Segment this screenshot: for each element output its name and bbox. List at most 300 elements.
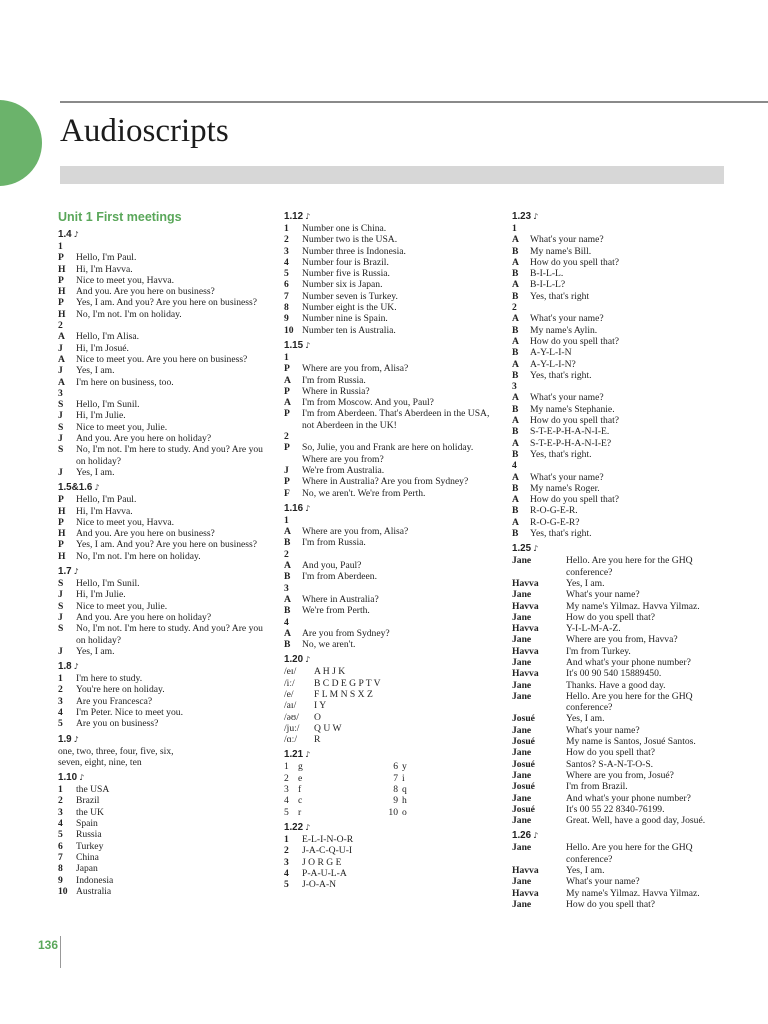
speaker-label: 6 xyxy=(284,279,289,291)
script-line xyxy=(512,517,724,528)
script-line xyxy=(58,528,270,539)
line-text: Yes, that's right. xyxy=(530,369,592,381)
script-line xyxy=(284,268,496,279)
line-text: What's your name? xyxy=(530,471,604,483)
track-number: 1.22 xyxy=(284,821,304,833)
speaker-label: H xyxy=(58,505,66,517)
line-text: I'm from Aberdeen. xyxy=(302,571,377,583)
line-text: S-T-E-P-H-A-N-I-E? xyxy=(530,437,612,449)
script-line xyxy=(512,747,724,758)
line-text: I'm from Aberdeen. That's Aberdeen in the USA, not Aberdeen in the UK! xyxy=(302,408,490,431)
script-line xyxy=(512,505,724,516)
script-line xyxy=(512,842,724,865)
speaker-label: P xyxy=(58,539,64,551)
track-number: 1.5&1.6 xyxy=(58,482,93,494)
line-text: Yes, I am. xyxy=(76,365,115,377)
speaker-label: 5 xyxy=(284,879,289,891)
line-text: the UK xyxy=(76,806,104,818)
script-line xyxy=(512,415,724,426)
speaker-label: 3 xyxy=(284,856,289,868)
script-line xyxy=(512,246,724,257)
audio-icon: ♪ xyxy=(73,734,79,744)
line-text: How do you spell that? xyxy=(566,611,655,623)
track-number: 1.4 xyxy=(58,229,72,240)
script-line xyxy=(512,234,724,245)
script-line xyxy=(284,879,496,890)
speaker-label: B xyxy=(512,347,519,359)
script-line xyxy=(512,370,724,381)
speaker-label: Jane xyxy=(512,589,532,601)
script-line xyxy=(58,506,270,517)
speaker-label: S xyxy=(58,421,64,433)
script-line xyxy=(512,668,724,679)
speaker-label: 4 xyxy=(284,867,289,879)
script-line xyxy=(512,634,724,645)
speaker-label: 4 xyxy=(512,460,517,472)
speaker-label: B xyxy=(512,324,519,336)
audioscript-section xyxy=(284,503,496,651)
speaker-label: 2 xyxy=(284,234,289,246)
script-line xyxy=(58,365,270,376)
script-line xyxy=(284,352,496,363)
speaker-label: A xyxy=(512,392,519,404)
speaker-label: 1 xyxy=(284,351,289,363)
audio-icon: ♪ xyxy=(305,340,311,350)
script-line xyxy=(512,865,724,876)
track-number: 1.8 xyxy=(58,661,72,673)
script-line xyxy=(58,863,270,874)
script-line xyxy=(512,793,724,804)
speaker-label: 8 xyxy=(284,302,289,314)
speaker-label: 5 xyxy=(58,829,63,841)
script-line xyxy=(58,410,270,421)
speaker-label: Josué xyxy=(512,713,535,725)
script-line xyxy=(512,426,724,437)
script-line xyxy=(512,336,724,347)
line-text: Are you on business? xyxy=(76,718,159,730)
script-line xyxy=(284,386,496,397)
script-line xyxy=(284,583,496,594)
audio-icon: ♪ xyxy=(533,831,539,841)
line-text: Yes, I am. xyxy=(76,466,115,478)
line-text: Hi, I'm Julie. xyxy=(76,410,126,422)
script-line xyxy=(58,784,270,795)
line-text: How do you spell that? xyxy=(530,494,619,506)
audioscript-section xyxy=(58,229,270,478)
script-line xyxy=(58,795,270,806)
script-line xyxy=(58,377,270,388)
script-line xyxy=(512,713,724,724)
speaker-label: Jane xyxy=(512,724,532,736)
speaker-label: J xyxy=(58,611,63,623)
line-text: We're from Australia. xyxy=(302,464,385,476)
line-text: Are you Francesca? xyxy=(76,695,153,707)
item-letter: q xyxy=(402,784,407,796)
line-text: Hi, I'm Josué. xyxy=(76,342,129,354)
line-text: It's 00 90 540 15889450. xyxy=(566,668,662,680)
script-line xyxy=(58,343,270,354)
line-text: What's your name? xyxy=(566,589,640,601)
speaker-label: Jane xyxy=(512,792,532,804)
phoneme-letters: O xyxy=(314,711,321,723)
speaker-label: B xyxy=(284,639,291,651)
script-line xyxy=(284,257,496,268)
speaker-label: 6 xyxy=(58,840,63,852)
item-number: 1 xyxy=(284,761,289,773)
line-text: Spain xyxy=(76,818,98,830)
speaker-label: A xyxy=(284,593,291,605)
line-text: J-A-C-Q-U-I xyxy=(302,845,353,857)
speaker-label: J xyxy=(58,342,63,354)
script-line xyxy=(58,433,270,444)
line-text: Nice to meet you, Havva. xyxy=(76,274,175,286)
speaker-label: S xyxy=(58,623,64,635)
script-line xyxy=(58,467,270,478)
script-line xyxy=(284,594,496,605)
audio-icon: ♪ xyxy=(305,212,311,221)
speaker-label: 4 xyxy=(284,256,289,268)
line-text: I'm from Russia. xyxy=(302,537,366,549)
script-line xyxy=(512,804,724,815)
line-text: No, I'm not. I'm on holiday. xyxy=(76,308,182,320)
script-line xyxy=(284,628,496,639)
speaker-label: A xyxy=(284,627,291,639)
item-letter: e xyxy=(298,772,303,784)
line-text: Nice to meet you. Are you here on business? xyxy=(76,353,248,365)
script-line xyxy=(512,612,724,623)
track-number: 1.12 xyxy=(284,211,304,222)
script-line xyxy=(512,876,724,887)
item-number: 6 xyxy=(393,761,398,773)
script-line xyxy=(58,252,270,263)
line-text: No, we aren't. We're from Perth. xyxy=(302,487,426,499)
phoneme-letters: F L M N S X Z xyxy=(314,688,373,700)
line-text: What's your name? xyxy=(566,876,640,888)
phoneme-symbol: /aɪ/ xyxy=(284,700,297,712)
script-line xyxy=(58,612,270,623)
speaker-label: 1 xyxy=(512,223,517,234)
audioscript-section xyxy=(58,734,270,769)
speaker-label: 4 xyxy=(284,616,289,628)
speaker-label: 1 xyxy=(58,784,63,796)
section-heading xyxy=(58,661,270,673)
script-line xyxy=(512,691,724,714)
line-text: I'm here on business, too. xyxy=(76,376,174,388)
line-text: So, Julie, you and Frank are here on holiday. Where are you from? xyxy=(302,442,474,465)
script-line xyxy=(512,815,724,826)
script-line xyxy=(58,399,270,410)
script-line xyxy=(512,528,724,539)
line-text: Yes, I am. xyxy=(566,577,605,589)
script-line xyxy=(284,571,496,582)
script-line xyxy=(58,707,270,718)
line-text: And you. Are you here on business? xyxy=(76,286,215,298)
speaker-label: P xyxy=(284,363,290,375)
plain-line: seven, eight, nine, ten xyxy=(58,756,142,768)
script-line xyxy=(58,886,270,897)
line-text: I'm from Turkey. xyxy=(566,645,631,657)
audio-icon: ♪ xyxy=(79,773,85,783)
line-text: Where in Australia? xyxy=(302,593,379,605)
speaker-label: B xyxy=(284,605,291,617)
line-text: Great. Well, have a good day, Josué. xyxy=(566,815,706,827)
speaker-label: Havva xyxy=(512,623,539,635)
script-line xyxy=(58,309,270,320)
line-text: Turkey xyxy=(76,840,104,852)
phoneme-symbol: /iː/ xyxy=(284,677,295,689)
speaker-label: P xyxy=(284,385,290,397)
script-line xyxy=(58,320,270,331)
script-line xyxy=(58,539,270,550)
item-letter: o xyxy=(402,806,407,818)
speaker-label: Jane xyxy=(512,842,532,854)
script-line xyxy=(512,449,724,460)
script-line xyxy=(284,363,496,374)
line-text: Hello. Are you here for the GHQ conference? xyxy=(566,555,693,578)
line-text: Hello, I'm Paul. xyxy=(76,252,137,264)
line-text: Hi, I'm Julie. xyxy=(76,589,126,601)
script-line xyxy=(512,555,724,578)
speaker-label: Havva xyxy=(512,865,539,877)
line-text: Number eight is the UK. xyxy=(302,302,397,314)
line-text: No, I'm not. I'm here on holiday. xyxy=(76,550,201,562)
script-line xyxy=(284,526,496,537)
script-line xyxy=(284,537,496,548)
section-heading xyxy=(284,822,496,834)
speaker-label: H xyxy=(58,550,66,562)
speaker-label: Jane xyxy=(512,747,532,759)
line-text: What's your name? xyxy=(530,313,604,325)
script-line xyxy=(512,347,724,358)
script-line xyxy=(58,388,270,399)
speaker-label: A xyxy=(512,516,519,528)
line-text: How do you spell that? xyxy=(530,415,619,427)
script-line xyxy=(58,264,270,275)
speaker-label: B xyxy=(512,505,519,517)
speaker-label: 1 xyxy=(284,514,289,526)
line-text: Thanks. Have a good day. xyxy=(566,679,666,691)
script-line xyxy=(284,857,496,868)
section-heading xyxy=(284,503,496,515)
script-line xyxy=(512,736,724,747)
script-line xyxy=(58,494,270,505)
line-text: I'm Peter. Nice to meet you. xyxy=(76,706,183,718)
speaker-label: Jane xyxy=(512,634,532,646)
speaker-label: H xyxy=(58,286,66,298)
script-line xyxy=(512,770,724,781)
speaker-label: Josué xyxy=(512,803,535,815)
speaker-label: S xyxy=(58,399,64,411)
script-line xyxy=(284,845,496,856)
audio-icon: ♪ xyxy=(305,822,311,832)
line-text: S-T-E-P-H-A-N-I-E. xyxy=(530,426,610,438)
script-line xyxy=(58,297,270,308)
speaker-label: B xyxy=(284,537,291,549)
speaker-label: J xyxy=(58,466,63,478)
line-text: Where in Russia? xyxy=(302,385,370,397)
speaker-label: Jane xyxy=(512,611,532,623)
script-line xyxy=(512,223,724,234)
line-text: Yes, I am. xyxy=(566,713,605,725)
line-text xyxy=(530,381,724,392)
script-line xyxy=(284,442,496,465)
speaker-label: 2 xyxy=(284,548,289,560)
line-text: Hello. Are you here for the GHQ conference? xyxy=(566,842,693,865)
line-text: I'm here to study. xyxy=(76,673,143,685)
speaker-label: B xyxy=(512,426,519,438)
track-number: 1.21 xyxy=(284,749,304,761)
line-text: P-A-U-L-A xyxy=(302,867,347,879)
speaker-label: A xyxy=(58,353,65,365)
line-text: My name's Stephanie. xyxy=(530,403,615,415)
speaker-label: S xyxy=(58,600,64,612)
audio-icon: ♪ xyxy=(73,662,79,672)
script-line xyxy=(284,302,496,313)
speaker-label: 7 xyxy=(58,851,63,863)
audio-icon: ♪ xyxy=(305,655,311,665)
line-text: Are you from Sydney? xyxy=(302,627,390,639)
track-number: 1.9 xyxy=(58,733,72,745)
track-number: 1.16 xyxy=(284,502,304,514)
script-line xyxy=(512,291,724,302)
item-letter: f xyxy=(298,784,302,796)
script-line xyxy=(58,841,270,852)
script-line xyxy=(284,291,496,302)
speaker-label: B xyxy=(512,369,519,381)
phoneme-letters: A H J K xyxy=(314,666,346,678)
script-line xyxy=(284,325,496,336)
line-text: How do you spell that? xyxy=(530,256,619,268)
speaker-label: B xyxy=(512,482,519,494)
speaker-label: 3 xyxy=(58,695,63,707)
line-text: My name's Aylin. xyxy=(530,324,598,336)
speaker-label: 2 xyxy=(58,795,63,807)
line-text: And you. Are you here on holiday? xyxy=(76,433,212,445)
line-text: Japan xyxy=(76,863,98,875)
script-line xyxy=(512,325,724,336)
line-text: Number four is Brazil. xyxy=(302,256,389,268)
track-number: 1.23 xyxy=(512,211,532,222)
line-text: Hi, I'm Havva. xyxy=(76,505,133,517)
script-line xyxy=(512,404,724,415)
line-text: And you, Paul? xyxy=(302,560,362,572)
speaker-label: A xyxy=(512,437,519,449)
line-text: What's your name? xyxy=(530,234,604,246)
speaker-label: 4 xyxy=(58,818,63,830)
phoneme-letters: I Y xyxy=(314,700,327,712)
speaker-label: S xyxy=(58,444,64,456)
speaker-label: Josué xyxy=(512,781,535,793)
script-line xyxy=(512,268,724,279)
item-number: 9 xyxy=(393,795,398,807)
speaker-label: P xyxy=(284,408,290,420)
line-text: Brazil xyxy=(76,795,100,807)
line-text: Yes, I am. xyxy=(76,645,115,657)
line-text: Nice to meet you, Havva. xyxy=(76,516,175,528)
speaker-label: A xyxy=(284,397,291,409)
script-line xyxy=(512,601,724,612)
speaker-label: Jane xyxy=(512,876,532,888)
speaker-label: 2 xyxy=(58,684,63,696)
line-text: R-O-G-E-R. xyxy=(530,505,578,517)
script-line xyxy=(284,560,496,571)
script-line xyxy=(512,680,724,691)
line-text: My name's Bill. xyxy=(530,245,592,257)
speaker-label: A xyxy=(284,560,291,572)
item-number: 3 xyxy=(284,784,289,796)
item-number: 4 xyxy=(284,795,289,807)
speaker-label: H xyxy=(58,263,66,275)
script-line xyxy=(512,623,724,634)
section-heading xyxy=(284,211,496,223)
script-line xyxy=(284,397,496,408)
line-text: Number one is China. xyxy=(302,223,387,234)
script-line xyxy=(284,408,496,431)
line-text: It's 00 55 22 8340-76199. xyxy=(566,803,665,815)
speaker-label: P xyxy=(58,494,64,506)
column-1 xyxy=(58,208,270,901)
line-text xyxy=(302,431,496,442)
line-text: Nice to meet you, Julie. xyxy=(76,600,168,612)
item-letter: g xyxy=(298,761,303,773)
script-line xyxy=(284,617,496,628)
script-line xyxy=(284,639,496,650)
speaker-label: 2 xyxy=(512,302,517,314)
line-text: B-I-L-L. xyxy=(530,268,564,280)
speaker-label: Jane xyxy=(512,815,532,827)
speaker-label: B xyxy=(512,528,519,540)
script-line xyxy=(58,875,270,886)
audioscript-section xyxy=(58,566,270,657)
speaker-label: 1 xyxy=(58,673,63,685)
speaker-label: 3 xyxy=(58,387,63,399)
line-text: Indonesia xyxy=(76,874,114,886)
section-heading xyxy=(58,229,270,241)
speaker-label: J xyxy=(58,433,63,445)
speaker-label: B xyxy=(512,268,519,280)
script-line xyxy=(58,444,270,467)
script-line xyxy=(284,431,496,442)
line-text: Santos? S-A-N-T-O-S. xyxy=(566,758,654,770)
script-line xyxy=(284,488,496,499)
speaker-label: 3 xyxy=(284,245,289,257)
audio-icon: ♪ xyxy=(533,544,539,554)
speaker-label: 9 xyxy=(58,874,63,886)
item-letter: r xyxy=(298,806,302,818)
line-text: How do you spell that? xyxy=(530,335,619,347)
script-line xyxy=(58,623,270,646)
speaker-label: 2 xyxy=(58,320,63,332)
line-text: Yes, that's right xyxy=(530,290,590,302)
speaker-label: B xyxy=(512,403,519,415)
audioscript-section xyxy=(58,772,270,897)
line-text: Number six is Japan. xyxy=(302,279,383,291)
script-line xyxy=(58,517,270,528)
script-line xyxy=(58,718,270,729)
item-letter: i xyxy=(402,772,405,784)
speaker-label: 4 xyxy=(58,706,63,718)
line-text: Number nine is Spain. xyxy=(302,313,388,325)
section-heading xyxy=(512,830,724,842)
script-line xyxy=(58,589,270,600)
script-line xyxy=(284,465,496,476)
line-text: Yes, I am. And you? Are you here on business? xyxy=(76,539,258,551)
line-text: Nice to meet you, Julie. xyxy=(76,421,168,433)
audioscript-section xyxy=(284,749,496,817)
line-text: No, we aren't. xyxy=(302,639,356,651)
line-text: Yes, that's right. xyxy=(530,448,592,460)
speaker-label: A xyxy=(512,335,519,347)
